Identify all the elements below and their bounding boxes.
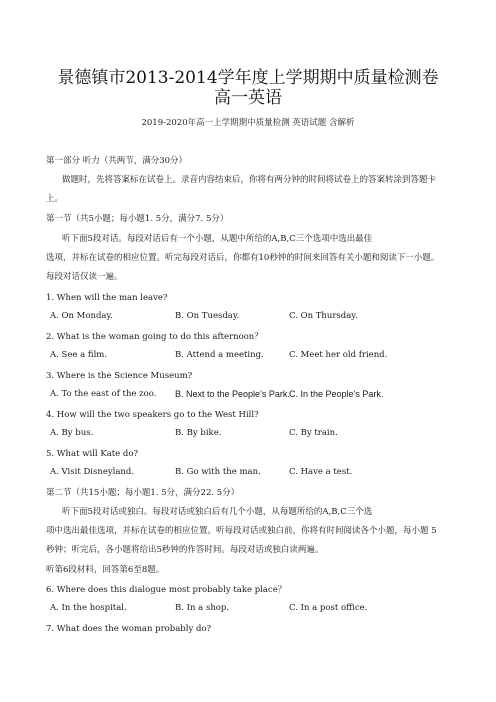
q6-option-a: A. In the hospital. <box>50 603 127 613</box>
material-note: 听第6段材料，回答第6至8题。 <box>46 565 165 575</box>
q3-option-c: C. In the People’s Park. <box>289 389 384 399</box>
question-6: 6. Where does this dialogue most probably take place？ <box>46 585 287 595</box>
q4-option-b: B. By bike. <box>175 428 222 438</box>
part1-intro-line1: 做题时，先将答案标在试卷上。录音内容结束后，你将有两分钟的时间将试卷上的答案转涂到答题卡 <box>62 175 437 185</box>
section1-intro-line3: 每段对话仅读一遍。 <box>46 272 123 282</box>
question-2: 2. What is the woman going to do this afternoon？ <box>46 332 263 342</box>
section2-intro-line1: 听下面5段对话或独白。每段对话或独白后有几个小题，从每题所给的A,B,C三个选 <box>62 507 373 517</box>
q2-option-b: B. Attend a meeting. <box>175 350 264 360</box>
q2-option-c: C. Meet her old friend. <box>289 350 388 360</box>
q1-option-a: A. On Monday. <box>50 311 113 321</box>
question-1: 1. When will the man leave? <box>46 293 168 303</box>
q6-option-c: C. In a post office. <box>289 603 368 613</box>
q6-option-b: B. In a shop. <box>175 603 230 613</box>
section2-heading: 第二节（共15小题；每小题1. 5分，满分22. 5分） <box>46 488 240 498</box>
section1-intro-line2: 选项，并标在试卷的相应位置。听完每段对话后，你都有10秒钟的时间来回答有关小题和阅读下一小题。 <box>46 253 440 263</box>
question-7: 7. What does the woman probably do? <box>46 624 212 634</box>
q1-option-c: C. On Thursday. <box>289 311 358 321</box>
q4-option-a: A. By bus. <box>50 428 94 438</box>
q3-option-b: B. Next to the People’s Park. <box>175 389 290 399</box>
exam-title: 景德镇市2013-2014学年度上学期期中质量检测卷 <box>57 68 439 88</box>
exam-subtitle: 2019-2020年高一上学期期中质量检测 英语试题 含解析 <box>141 118 355 128</box>
q2-option-a: A. See a film. <box>50 350 108 360</box>
question-5: 5. What will Kate do? <box>46 449 139 459</box>
section2-intro-line3: 秒钟；听完后，各小题将给出5秒钟的作答时间。每段对话或独白读两遍。 <box>46 545 324 555</box>
q3-option-a: A. To the east of the zoo. <box>50 389 157 399</box>
q4-option-c: C. By train. <box>289 428 338 438</box>
q1-option-b: B. On Tuesday. <box>175 311 240 321</box>
question-4: 4. How will the two speakers go to the West Hill? <box>46 410 259 420</box>
section1-intro-line1: 听下面5段对话。每段对话后有一个小题，从题中所给的A,B,C三个选项中选出最佳 <box>62 234 373 244</box>
question-3: 3. Where is the Science Museum? <box>46 371 193 381</box>
section1-heading: 第一节（共5小题；每小题1. 5分，满分7. 5分） <box>46 214 229 224</box>
q5-option-c: C. Have a test. <box>289 467 353 477</box>
q5-option-b: B. Go with the man. <box>175 467 261 477</box>
part1-intro-line2: 上。 <box>46 194 64 204</box>
q5-option-a: A. Visit Disneyland. <box>50 467 135 477</box>
section2-intro-line2: 项中选出最佳选项，并标在试卷的相应位置。听每段对话或独白前，你将有时间阅读各个小题，每小题 5 <box>46 526 437 536</box>
part1-heading: 第一部分 听力（共两节，满分30分） <box>46 156 188 166</box>
exam-subject: 高一英语 <box>214 88 282 108</box>
